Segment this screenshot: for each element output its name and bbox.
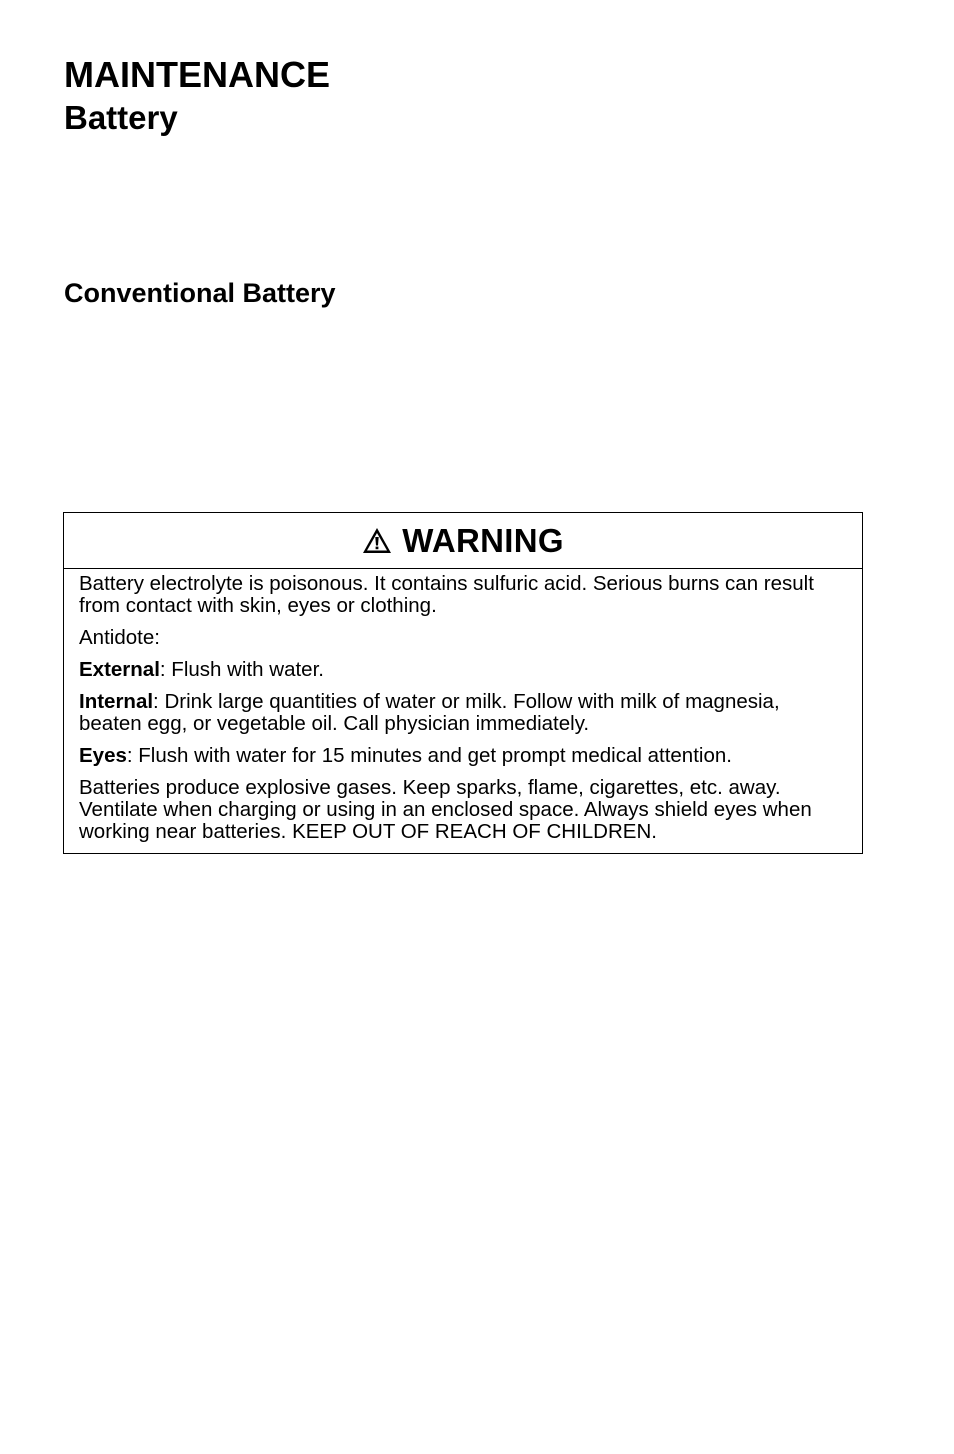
warning-body bbox=[64, 569, 862, 853]
external-instruction bbox=[79, 659, 846, 681]
internal-label: Internal bbox=[79, 690, 154, 713]
page-title: MAINTENANCE bbox=[64, 54, 330, 95]
internal-instruction bbox=[79, 691, 846, 735]
page-subtitle: Battery bbox=[64, 99, 178, 136]
warning-title: WARNING bbox=[402, 521, 564, 559]
section-heading: Conventional Battery bbox=[64, 278, 336, 308]
antidote-label: Antidote: bbox=[79, 626, 160, 649]
internal-text: : Drink large quantities of water or milk. Follow with milk of magnesia, beaten egg, or vegetable oil. Call physician immediately. bbox=[79, 690, 780, 735]
external-text: : Flush with water. bbox=[159, 658, 324, 681]
warning-paragraph: Battery electrolyte is poisonous. It contains sulfuric acid. Serious burns can result from contact with skin, eyes or clothing. bbox=[79, 572, 814, 617]
external-label: External bbox=[79, 658, 160, 681]
warning-triangle-icon bbox=[362, 527, 392, 554]
warning-header bbox=[64, 513, 862, 569]
warning-paragraph-gases: Batteries produce explosive gases. Keep sparks, flame, cigarettes, etc. away. Ventilate when charging or using in an enclosed space. Always shield eyes when working near batteries. KEEP OUT OF REACH OF CHILDREN. bbox=[79, 776, 812, 843]
eyes-label: Eyes bbox=[79, 744, 127, 767]
eyes-text: : Flush with water for 15 minutes and get prompt medical attention. bbox=[126, 744, 732, 767]
warning-box bbox=[63, 512, 863, 854]
eyes-instruction bbox=[79, 745, 846, 767]
